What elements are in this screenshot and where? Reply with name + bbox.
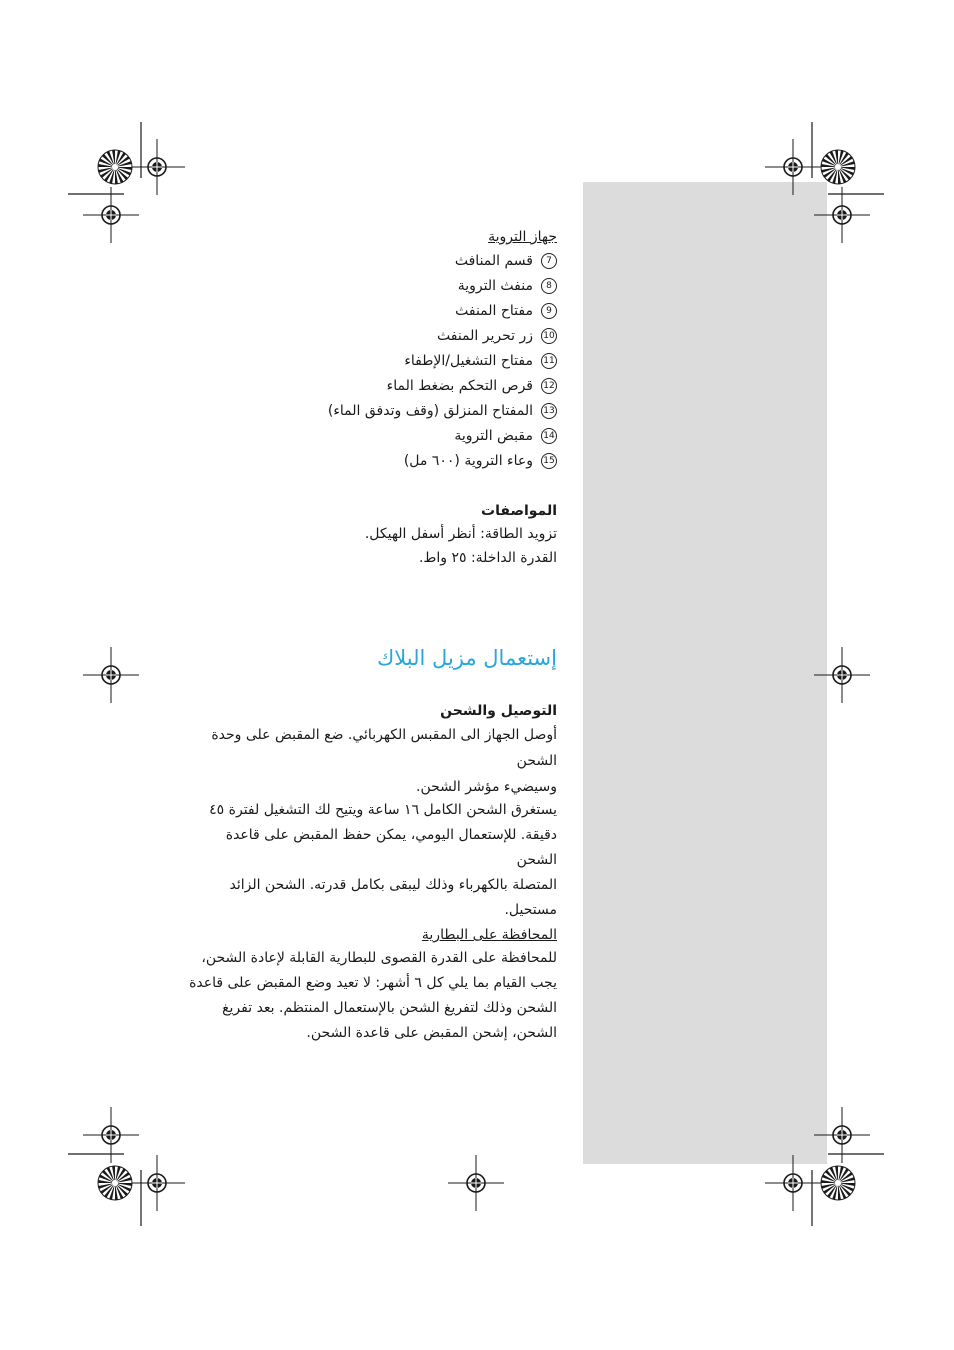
connect-heading: التوصيل والشحن: [440, 703, 557, 719]
starburst-target: [98, 1166, 132, 1200]
item-number: 10: [541, 328, 557, 344]
item-number: 15: [541, 453, 557, 469]
item-label: زر تحرير المنفث: [436, 328, 533, 344]
item-label: مفتاح التشغيل/الإطفاء: [404, 353, 533, 369]
item-number: 13: [541, 403, 557, 419]
starburst-target: [821, 150, 855, 184]
item-label: قسم المنافث: [454, 253, 533, 269]
connect-line: وسيضيء مؤشر الشحن.: [416, 779, 557, 795]
item-label: المفتاح المنزلق (وقف وتدفق الماء): [327, 403, 533, 419]
starburst-target: [98, 150, 132, 184]
charge-line: دقيقة. للإستعمال اليومي، يمكن حفظ المقبض على قاعدة الشحن: [225, 827, 557, 868]
battery-line: الشحن، إشحن المقبض على قاعدة الشحن.: [306, 1025, 557, 1041]
item-number: 14: [541, 428, 557, 444]
registration-mark: [83, 647, 139, 703]
item-label: منفث التروية: [457, 278, 533, 294]
registration-mark: [814, 187, 870, 243]
connect-line: أوصل الجهاز الى المقبس الكهربائي. ضع المقبض على وحدة الشحن: [211, 727, 557, 769]
registration-mark: [814, 647, 870, 703]
item-number: 9: [541, 303, 557, 319]
battery-line: للمحافظة على القدرة القصوى للبطارية القابلة لإعادة الشحن،: [201, 950, 557, 966]
irrigator-heading: جهاز التروية: [488, 229, 557, 245]
item-label: قرص التحكم بضغط الماء: [386, 378, 533, 394]
item-label: وعاء التروية (٦٠٠ مل): [403, 453, 533, 469]
item-number: 7: [541, 253, 557, 269]
item-number: 12: [541, 378, 557, 394]
item-number: 11: [541, 353, 557, 369]
item-label: مقبض التروية: [454, 428, 533, 444]
charge-line: المتصلة بالكهرباء وذلك ليبقى بكامل قدرته. الشحن الزائد: [229, 877, 557, 893]
starburst-target: [821, 1166, 855, 1200]
battery-line: الشحن وذلك لتفريغ الشحن بالإستعمال المنتظم. بعد تفريغ: [222, 1000, 557, 1016]
registration-mark: [129, 1155, 185, 1211]
item-number: 8: [541, 278, 557, 294]
specs-heading: المواصفات: [481, 503, 557, 519]
registration-mark: [129, 139, 185, 195]
charge-line: مستحيل.: [504, 902, 557, 918]
battery-heading: المحافظة على البطارية: [421, 927, 557, 943]
item-label: مفتاح المنفث: [455, 303, 533, 319]
page-title: إستعمال مزيل البلاك: [376, 646, 557, 670]
specs-wattage-line: القدرة الداخلة: ٢٥ واط.: [418, 550, 557, 566]
charge-line: يستغرق الشحن الكامل ١٦ ساعة ويتيح لك التشغيل لفترة ٤٥: [209, 802, 557, 818]
battery-line: يجب القيام بما يلي كل ٦ أشهر: لا تعيد وضع المقبض على قاعدة: [189, 975, 557, 991]
registration-mark: [83, 187, 139, 243]
specs-power-line: تزويد الطاقة: أنظر أسفل الهيكل.: [364, 526, 557, 542]
registration-mark: [448, 1155, 504, 1211]
